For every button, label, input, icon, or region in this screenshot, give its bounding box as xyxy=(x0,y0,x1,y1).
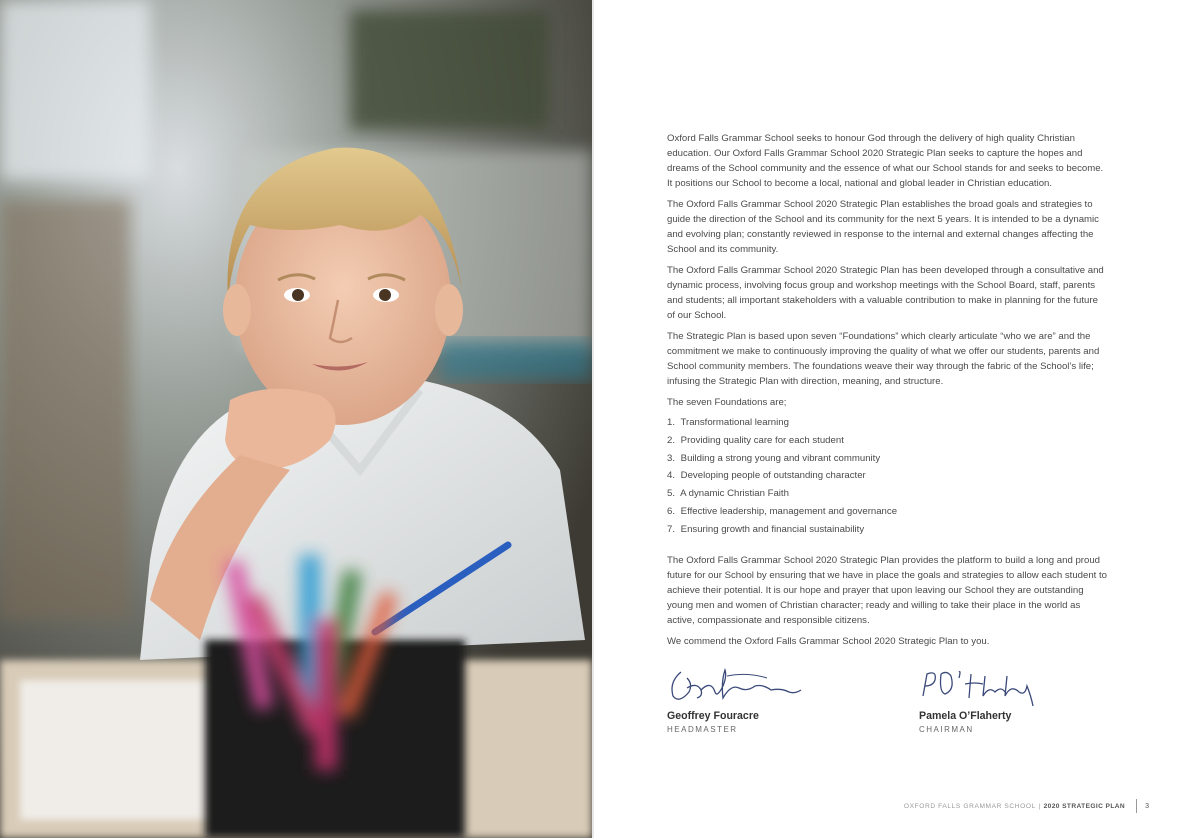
paragraph-intro: Oxford Falls Grammar School seeks to honour God through the delivery of high quality Christian education. Our Oxford Falls Grammar School 2020 Strategic Plan seeks to capture the hopes and dreams of the School community and the essence of what our School stands for and seeks to become. It positions our School to become a local, national and global leader in Christian education. xyxy=(667,133,1104,189)
boy-at-desk-illustration xyxy=(0,0,592,838)
foreword-text xyxy=(667,131,1107,655)
list-item: 4. Developing people of outstanding character xyxy=(667,470,866,482)
signature-block-headmaster xyxy=(667,662,807,734)
foundations-heading: The seven Foundations are; xyxy=(667,397,787,408)
signatory-title: HEADMASTER xyxy=(667,725,738,734)
signature-chairman-image xyxy=(919,662,1049,708)
paragraph-closing: The Oxford Falls Grammar School 2020 Strategic Plan provides the platform to build a long and proud future for our School by ensuring that we have in place the goals and strategies to allow each student to achieve their potential. It is our hope and prayer that upon leaving our School they are outstanding young men and women of Christian character; ready and willing to take their place in the world as active, compassionate and responsible citizens. xyxy=(667,554,1107,626)
signatory-name: Geoffrey Fouracre xyxy=(667,710,759,722)
list-item: 1. Transformational learning xyxy=(667,417,789,428)
page-gutter xyxy=(592,0,594,838)
paragraph-commend: We commend the Oxford Falls Grammar School 2020 Strategic Plan to you. xyxy=(667,635,990,647)
signature-headmaster-image xyxy=(667,662,807,708)
paragraph-establishes: The Oxford Falls Grammar School 2020 Strategic Plan establishes the broad goals and strategies to guide the direction of the School and its community for the next 5 years. It is intended to be a dynamic and evolving plan; constantly reviewed in response to the internal and external changes affecting the School and its community. xyxy=(667,199,1099,255)
cover-photo xyxy=(0,0,592,838)
list-item: 2. Providing quality care for each student xyxy=(667,434,844,446)
footer-school-name: OXFORD FALLS GRAMMAR SCHOOL xyxy=(903,802,1036,810)
paragraph-developed: The Oxford Falls Grammar School 2020 Strategic Plan has been developed through a consultative and dynamic process, involving focus group and workshop meetings with the School Board, staff, parents and students; all important stakeholders with a valuable contribution to make in planning for the future of our School. xyxy=(667,265,1104,321)
page-number: 3 xyxy=(1145,802,1149,810)
footer-separator: | xyxy=(1038,802,1041,810)
footer-divider xyxy=(1136,799,1137,813)
page-footer xyxy=(904,799,1149,813)
signatory-name: Pamela O’Flaherty xyxy=(919,710,1012,722)
signatory-title: CHAIRMAN xyxy=(919,725,974,734)
list-item: 3. Building a strong young and vibrant community xyxy=(667,452,881,464)
list-item: 6. Effective leadership, management and governance xyxy=(667,505,898,517)
signature-block-chairman xyxy=(919,662,1049,734)
paragraph-foundations: The Strategic Plan is based upon seven “Foundations” which clearly articulate “who we are” and the commitment we make to continuously improving the quality of what we offer our students, parents and School community members. The foundations weave their way through the fabric of the School’s life; infusing the Strategic Plan with direction, meaning, and structure. xyxy=(667,331,1100,387)
foundations-list xyxy=(667,414,1107,539)
footer-plan-title: 2020 STRATEGIC PLAN xyxy=(1043,802,1126,810)
list-item: 5. A dynamic Christian Faith xyxy=(667,488,789,500)
list-item: 7. Ensuring growth and financial sustainability xyxy=(667,523,865,535)
